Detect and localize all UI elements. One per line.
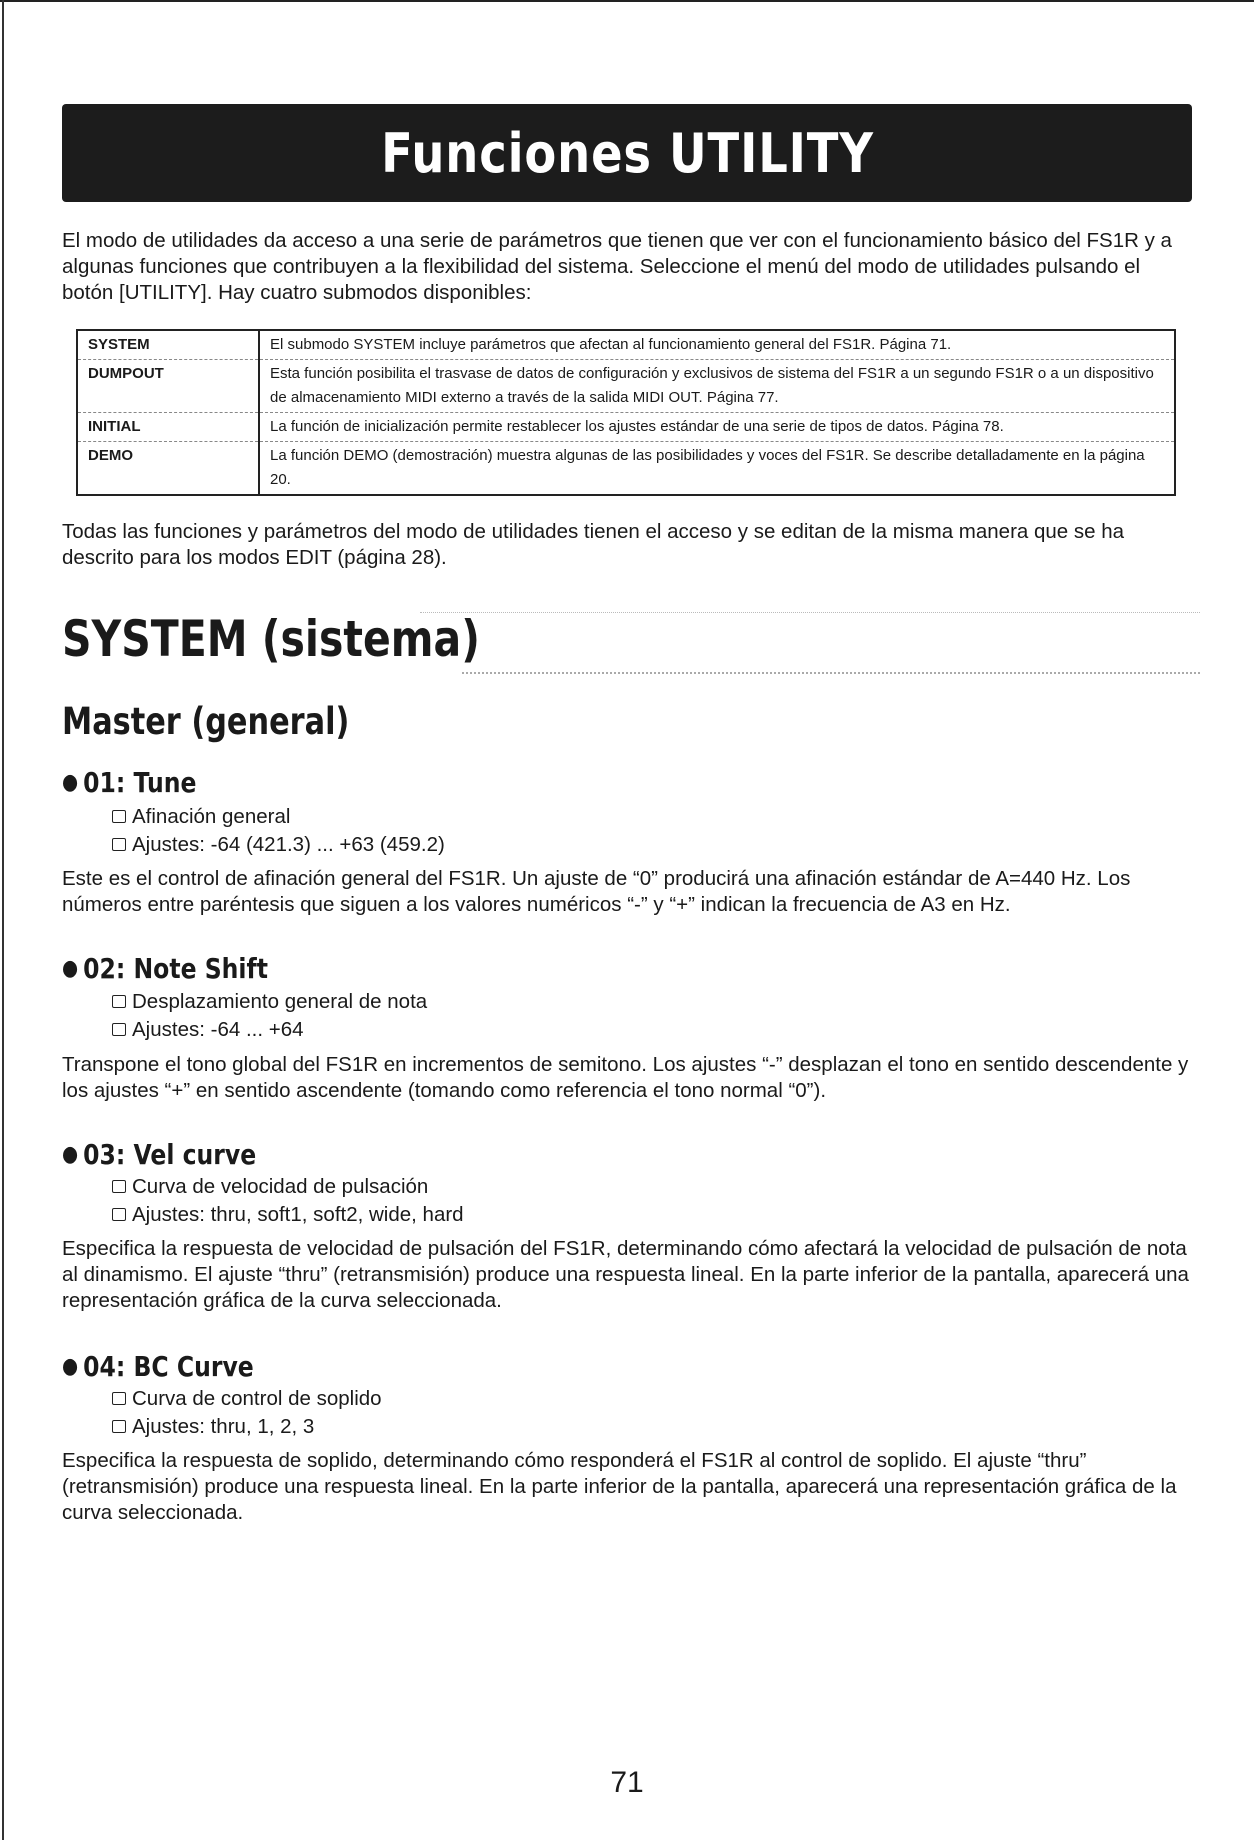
checkbox-icon xyxy=(112,1420,126,1433)
intro-paragraph: El modo de utilidades da acceso a una serie de parámetros que tienen que ver con el funcionamiento básico del FS1R y a algunas funciones que contribuyen a la flexibilidad del sistema. Seleccione el menú del modo de utilidades pulsando el botón [UTILITY]. Hay cuatro submodos disponibles: xyxy=(62,229,1172,304)
table-row xyxy=(77,330,1175,360)
parameter-detail-text: Curva de control de soplido xyxy=(132,1387,382,1410)
parameter-heading xyxy=(62,1350,254,1383)
checkbox-icon xyxy=(112,838,126,851)
parameter-description: Especifica la respuesta de soplido, determinando cómo responderá el FS1R al control de soplido. El ajuste “thru” (retransmisión) produce una respuesta lineal. En la parte inferior de la pantalla, aparecerá una representación gráfica de la curva seleccionada. xyxy=(62,1449,1177,1524)
checkbox-icon xyxy=(112,1023,126,1036)
parameter-description: Este es el control de afinación general del FS1R. Un ajuste de “0” producirá una afinación estándar de A=440 Hz. Los números entre paréntesis que siguen a los valores numéricos “-” y “+” indican la frecuencia de A3 en Hz. xyxy=(62,867,1131,916)
parameter-heading xyxy=(62,952,268,985)
parameter-title: 03: Vel curve xyxy=(83,1138,257,1171)
parameter-detail-text: Curva de velocidad de pulsación xyxy=(132,1175,429,1198)
parameter-settings-text: Ajustes: thru, soft1, soft2, wide, hard xyxy=(132,1203,464,1226)
section-rule-top xyxy=(420,612,1200,613)
parameter-detail xyxy=(112,989,427,1015)
bullet-icon: ● xyxy=(62,1142,79,1167)
checkbox-icon xyxy=(112,810,126,823)
title-banner xyxy=(62,104,1192,202)
parameter-detail xyxy=(112,804,290,830)
submode-name: DUMPOUT xyxy=(77,360,259,413)
submode-description: La función DEMO (demostración) muestra algunas de las posibilidades y voces del FS1R. Se describe detalladamente en la página 20. xyxy=(259,442,1175,496)
parameter-detail-text: Afinación general xyxy=(132,805,291,828)
checkbox-icon xyxy=(112,995,126,1008)
checkbox-icon xyxy=(112,1180,126,1193)
parameter-settings xyxy=(112,1414,314,1440)
page-top-border xyxy=(0,0,1254,2)
parameter-description: Transpone el tono global del FS1R en incrementos de semitono. Los ajustes “-” desplazan el tono en sentido descendente y los ajustes “+” en sentido ascendente (tomando como referencia el tono normal “0”). xyxy=(62,1053,1189,1102)
parameter-heading xyxy=(62,1138,256,1171)
subsection-title: Master (general) xyxy=(62,700,350,743)
submode-name: INITIAL xyxy=(77,413,259,442)
parameter-title: 04: BC Curve xyxy=(83,1350,254,1383)
submode-description: La función de inicialización permite restablecer los ajustes estándar de una serie de tipos de datos. Página 78. xyxy=(259,413,1175,442)
parameter-settings-text: Ajustes: -64 ... +64 xyxy=(132,1018,304,1041)
page-number: 71 xyxy=(610,1766,644,1799)
parameter-settings xyxy=(112,1202,464,1228)
submodes-table xyxy=(76,329,1176,496)
table-row xyxy=(77,442,1175,496)
page-left-border xyxy=(2,0,4,1840)
submode-description: El submodo SYSTEM incluye parámetros que afectan al funcionamiento general del FS1R. Página 71. xyxy=(270,336,952,353)
parameter-detail-text: Desplazamiento general de nota xyxy=(132,990,428,1013)
bullet-icon: ● xyxy=(62,1354,79,1379)
after-table-paragraph: Todas las funciones y parámetros del modo de utilidades tienen el acceso y se editan de la misma manera que se ha descrito para los modos EDIT (página 28). xyxy=(62,520,1125,569)
parameter-settings-text: Ajustes: thru, 1, 2, 3 xyxy=(132,1415,315,1438)
checkbox-icon xyxy=(112,1208,126,1221)
table-row xyxy=(77,413,1175,442)
page-title: Funciones UTILITY xyxy=(380,121,874,185)
parameter-heading xyxy=(62,766,196,799)
submode-name: SYSTEM xyxy=(77,330,259,360)
parameter-settings-text: Ajustes: -64 (421.3) ... +63 (459.2) xyxy=(132,833,445,856)
parameter-description: Especifica la respuesta de velocidad de pulsación del FS1R, determinando cómo afectará la velocidad de pulsación de nota al dinamismo. El ajuste “thru” (retransmisión) produce una respuesta lineal. En la parte inferior de la pantalla, aparecerá una representación gráfica de la curva seleccionada. xyxy=(62,1237,1189,1312)
parameter-detail xyxy=(112,1386,382,1412)
section-rule-bottom xyxy=(462,672,1200,674)
section-title: SYSTEM (sistema) xyxy=(62,610,480,668)
checkbox-icon xyxy=(112,1392,126,1405)
parameter-title: 02: Note Shift xyxy=(83,952,268,985)
parameter-title: 01: Tune xyxy=(83,766,197,799)
bullet-icon: ● xyxy=(62,770,79,795)
parameter-detail xyxy=(112,1174,428,1200)
table-row xyxy=(77,360,1175,413)
parameter-settings xyxy=(112,1017,304,1043)
submode-name: DEMO xyxy=(77,442,259,496)
parameter-settings xyxy=(112,832,445,858)
submode-description: Esta función posibilita el trasvase de datos de configuración y exclusivos de sistema del FS1R a un segundo FS1R o a un dispositivo de almacenamiento MIDI externo a través de la salida MIDI OUT. Página 77. xyxy=(259,360,1175,413)
bullet-icon: ● xyxy=(62,956,79,981)
